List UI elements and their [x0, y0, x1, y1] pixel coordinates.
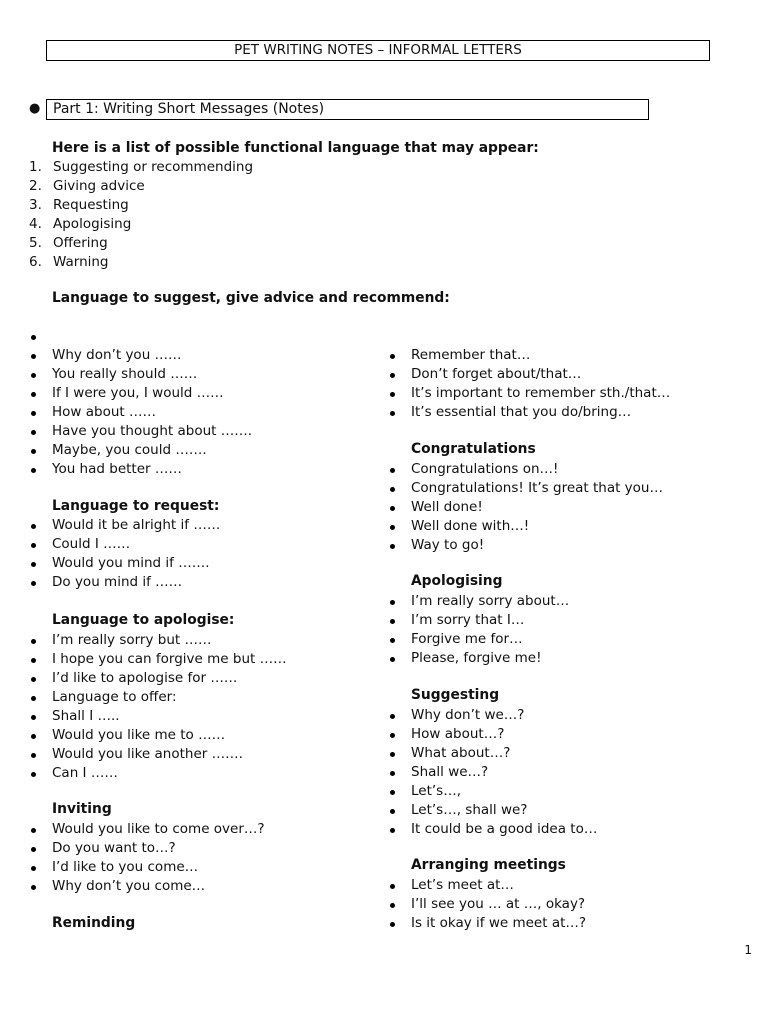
bullet-icon	[31, 543, 36, 548]
list-item-text: Remember that…	[411, 347, 531, 363]
list-item-text: I’m really sorry about…	[411, 593, 570, 609]
list-item-text: Would it be alright if ……	[52, 517, 221, 533]
list-item	[388, 649, 569, 668]
list-item-text: What about…?	[411, 745, 511, 761]
bullet-icon	[390, 487, 395, 492]
list-item	[388, 346, 670, 365]
apologising-heading: Apologising	[411, 573, 503, 589]
list-item	[388, 895, 586, 914]
list-item-text: Could I ……	[52, 536, 131, 552]
list-item-text: Forgive me for…	[411, 631, 523, 647]
bullet-icon	[390, 373, 395, 378]
list-item	[29, 707, 287, 726]
list-item-text: Would you like another …….	[52, 746, 243, 762]
list-item-text: Giving advice	[53, 178, 145, 194]
list-item	[29, 516, 220, 535]
list-item-text: Don’t forget about/that…	[411, 366, 582, 382]
list-item	[388, 630, 569, 649]
list-item-text: Way to go!	[411, 537, 485, 553]
list-item-text: Offering	[53, 235, 108, 251]
bullet-icon	[31, 581, 36, 586]
list-item-text: Can I ……	[52, 765, 118, 781]
list-item-text: Suggesting or recommending	[53, 159, 254, 175]
list-item	[29, 745, 287, 764]
list-item	[29, 234, 253, 253]
list-item	[388, 782, 597, 801]
bullet-icon	[31, 772, 36, 777]
list-item-text: Warning	[53, 254, 109, 270]
bullet-icon	[31, 734, 36, 739]
bullet-icon	[31, 753, 36, 758]
bullet-icon	[31, 411, 36, 416]
list-item	[29, 535, 220, 554]
list-item-text: I hope you can forgive me but ……	[52, 651, 287, 667]
bullet-icon	[390, 714, 395, 719]
inviting-list	[29, 820, 265, 896]
bullet-icon	[390, 903, 395, 908]
list-item	[29, 554, 220, 573]
list-number: 4.	[29, 216, 42, 232]
list-item-text: I’ll see you … at …, okay?	[411, 896, 586, 912]
bullet-icon	[31, 639, 36, 644]
list-item	[388, 820, 597, 839]
arranging-heading: Arranging meetings	[411, 857, 566, 873]
list-item	[29, 158, 253, 177]
list-item-text: How about…?	[411, 726, 505, 742]
list-item	[388, 460, 663, 479]
bullet-icon	[390, 544, 395, 549]
suggesting-heading: Suggesting	[411, 687, 500, 703]
bullet-icon	[390, 619, 395, 624]
list-item	[29, 650, 287, 669]
bullet-icon	[31, 562, 36, 567]
list-item-text: Requesting	[53, 197, 129, 213]
list-item-text: Why don’t you come…	[52, 878, 206, 894]
list-item-text: You really should ……	[52, 366, 198, 382]
list-item	[29, 365, 252, 384]
list-item	[29, 820, 265, 839]
list-item-text: Well done!	[411, 499, 483, 515]
bullet-icon	[31, 430, 36, 435]
list-item	[388, 403, 670, 422]
bullet-icon	[31, 828, 36, 833]
list-item-text: Congratulations on…!	[411, 461, 559, 477]
list-item-text: Well done with…!	[411, 518, 530, 534]
list-item	[388, 914, 586, 933]
bullet-icon	[31, 658, 36, 663]
inviting-heading: Inviting	[52, 801, 112, 817]
list-item	[29, 631, 287, 650]
list-item	[388, 517, 663, 536]
list-item	[29, 839, 265, 858]
remind-list	[388, 346, 670, 422]
list-item	[388, 876, 586, 895]
bullet-icon	[31, 392, 36, 397]
bullet-icon	[31, 449, 36, 454]
list-item	[388, 592, 569, 611]
bullet-icon	[390, 771, 395, 776]
list-item	[29, 346, 252, 365]
list-item	[29, 327, 252, 346]
list-item	[388, 801, 597, 820]
bullet-icon	[390, 828, 395, 833]
bullet-icon	[31, 677, 36, 682]
list-item-text: Shall we…?	[411, 764, 489, 780]
list-item-text: Do you mind if ……	[52, 574, 183, 590]
list-item	[29, 422, 252, 441]
list-item-text: I’m really sorry but ……	[52, 632, 212, 648]
part1-heading: Part 1: Writing Short Messages (Notes)	[46, 99, 649, 120]
bullet-icon	[390, 411, 395, 416]
list-item	[29, 215, 253, 234]
list-item-text: How about ……	[52, 404, 156, 420]
list-item-text: If I were you, I would ……	[52, 385, 224, 401]
list-item-text: It could be a good idea to…	[411, 821, 598, 837]
bullet-icon	[390, 809, 395, 814]
list-item-text: You had better ……	[52, 461, 182, 477]
list-item-text: Language to offer:	[52, 689, 177, 705]
list-number: 3.	[29, 197, 42, 213]
bullet-icon	[390, 657, 395, 662]
bullet-icon	[31, 715, 36, 720]
congratulations-list	[388, 460, 663, 555]
bullet-icon	[31, 847, 36, 852]
list-item-text: Have you thought about …….	[52, 423, 253, 439]
list-item	[29, 196, 253, 215]
list-item	[29, 669, 287, 688]
list-item	[29, 764, 287, 783]
list-item	[388, 365, 670, 384]
bullet-icon	[31, 885, 36, 890]
list-item-text: It’s essential that you do/bring…	[411, 404, 632, 420]
bullet-icon	[31, 335, 36, 340]
bullet-icon	[390, 752, 395, 757]
reminding-heading: Reminding	[52, 915, 136, 931]
list-item-text: Shall I …..	[52, 708, 120, 724]
bullet-icon	[390, 884, 395, 889]
list-item-text: Please, forgive me!	[411, 650, 542, 666]
apologising-list	[388, 592, 569, 668]
bullet-icon	[390, 354, 395, 359]
bullet-icon	[390, 733, 395, 738]
page-number: 1	[744, 943, 752, 957]
bullet-icon	[390, 506, 395, 511]
request-heading: Language to request:	[52, 498, 220, 514]
list-item	[388, 479, 663, 498]
list-item	[388, 763, 597, 782]
list-item	[388, 384, 670, 403]
bullet-icon	[390, 468, 395, 473]
list-item	[29, 177, 253, 196]
list-item	[29, 688, 287, 707]
list-item-text: It’s important to remember sth./that…	[411, 385, 671, 401]
bullet-icon	[31, 866, 36, 871]
document-title: PET WRITING NOTES – INFORMAL LETTERS	[46, 40, 710, 61]
list-item	[388, 706, 597, 725]
list-item	[29, 384, 252, 403]
suggest-advice-list	[29, 327, 252, 479]
bullet-icon	[390, 790, 395, 795]
list-item	[29, 460, 252, 479]
list-item	[29, 858, 265, 877]
list-item	[388, 498, 663, 517]
request-list	[29, 516, 220, 592]
list-item	[29, 877, 265, 896]
list-item-text: I’d like to apologise for ……	[52, 670, 238, 686]
list-number: 1.	[29, 159, 42, 175]
apologise-list	[29, 631, 287, 783]
list-item-text: Why don’t you ……	[52, 347, 182, 363]
list-item-text: Is it okay if we meet at…?	[411, 915, 587, 931]
list-number: 5.	[29, 235, 42, 251]
list-item-text: Congratulations! It’s great that you…	[411, 480, 663, 496]
bullet-icon	[31, 373, 36, 378]
bullet-icon	[390, 638, 395, 643]
list-item	[388, 536, 663, 555]
list-item-text: I’d like to you come…	[52, 859, 199, 875]
suggest-advice-heading: Language to suggest, give advice and recommend:	[52, 290, 450, 306]
list-item	[29, 726, 287, 745]
bullet-icon	[31, 524, 36, 529]
list-item-text: Let’s…,	[411, 783, 461, 799]
list-item-text: Maybe, you could …….	[52, 442, 207, 458]
bullet-icon	[31, 696, 36, 701]
list-item-text: Do you want to…?	[52, 840, 176, 856]
bullet-icon	[390, 392, 395, 397]
list-item	[29, 441, 252, 460]
bullet-icon	[390, 922, 395, 927]
list-item	[388, 611, 569, 630]
functional-heading: Here is a list of possible functional language that may appear:	[52, 140, 539, 156]
congratulations-heading: Congratulations	[411, 441, 536, 457]
list-item-text: Let’s meet at…	[411, 877, 514, 893]
list-item	[29, 573, 220, 592]
list-item-text: I’m sorry that I…	[411, 612, 525, 628]
bullet-icon	[390, 600, 395, 605]
list-number: 6.	[29, 254, 42, 270]
list-item	[388, 725, 597, 744]
bullet-icon	[31, 468, 36, 473]
list-item-text: Would you mind if …….	[52, 555, 210, 571]
list-item-text: Let’s…, shall we?	[411, 802, 528, 818]
list-number: 2.	[29, 178, 42, 194]
functional-list	[29, 158, 253, 272]
bullet-icon: ●	[29, 101, 41, 116]
list-item-text: Would you like me to ……	[52, 727, 226, 743]
list-item-text: Why don’t we…?	[411, 707, 525, 723]
suggesting-list	[388, 706, 597, 839]
arranging-list	[388, 876, 586, 933]
list-item	[29, 403, 252, 422]
apologise-heading: Language to apologise:	[52, 612, 235, 628]
bullet-icon	[31, 354, 36, 359]
list-item-text: Apologising	[53, 216, 132, 232]
bullet-icon	[390, 525, 395, 530]
list-item	[388, 744, 597, 763]
list-item	[29, 253, 253, 272]
list-item-text: Would you like to come over…?	[52, 821, 265, 837]
